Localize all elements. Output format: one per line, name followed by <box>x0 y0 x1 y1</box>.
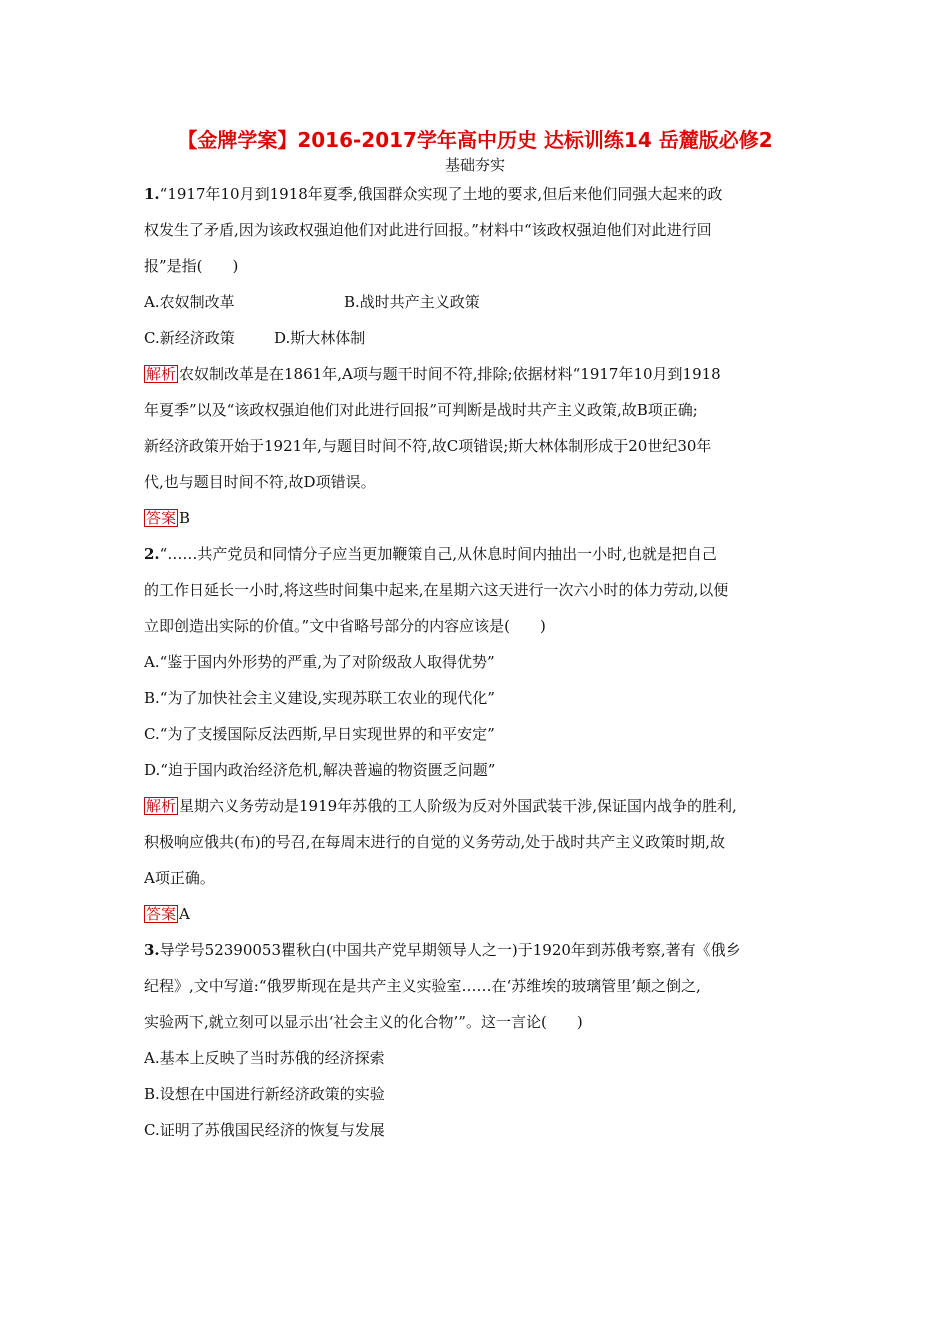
question-1-stem-line: 权发生了矛盾,因为该政权强迫他们对此进行回报。”材料中“该政权强迫他们对此进行回 <box>144 221 712 239</box>
analysis-line <box>144 356 814 392</box>
option-a: A.基本上反映了当时苏俄的经济探索 <box>144 1049 385 1067</box>
answer-value: A <box>179 905 190 923</box>
question-text: 导学号52390053瞿秋白(中国共产党早期领导人之一)于1920年到苏俄考察,著有《俄乡 <box>159 941 741 959</box>
question-text: “1917年10月到1918年夏季,俄国群众实现了土地的要求,但后来他们同强大起来的政 <box>159 185 723 203</box>
question-3-stem-line: 实验两下,就立刻可以显示出‘社会主义的化合物’”。这一言论( ) <box>144 1013 583 1031</box>
question-2-stem-line <box>144 536 814 572</box>
analysis-line: 新经济政策开始于1921年,与题目时间不符,故C项错误;斯大林体制形成于20世纪30年 <box>144 437 712 455</box>
option-a: A.“鉴于国内外形势的严重,为了对阶级敌人取得优势” <box>144 653 495 671</box>
question-3-stem-line: 纪程》,文中写道:“俄罗斯现在是共产主义实验室……在‘苏维埃的玻璃管里’颠之倒之, <box>144 977 701 995</box>
question-1-stem-line: 报”是指( ) <box>144 257 239 275</box>
answer-tag: 答案 <box>146 905 177 923</box>
answer-line <box>144 896 814 932</box>
section-heading: 基础夯实 <box>444 156 505 174</box>
question-3-stem-line <box>144 932 814 968</box>
option-d: D.“迫于国内政治经济危机,解决普遍的物资匮乏问题” <box>144 761 496 779</box>
question-1-stem-line <box>144 176 814 212</box>
option-b: B.设想在中国进行新经济政策的实验 <box>144 1085 385 1103</box>
answer-line <box>144 500 814 536</box>
question-1-options-row <box>144 320 814 356</box>
question-number: 1. <box>144 185 160 203</box>
analysis-text: 星期六义务劳动是1919年苏俄的工人阶级为反对外国武装干涉,保证国内战争的胜利, <box>179 797 737 815</box>
analysis-text: 农奴制改革是在1861年,A项与题干时间不符,排除;依据材料“1917年10月到1918 <box>179 365 721 383</box>
question-text: “……共产党员和同情分子应当更加鞭策自己,从休息时间内抽出一小时,也就是把自己 <box>159 545 717 563</box>
option-c: C.新经济政策 <box>144 329 235 347</box>
analysis-tag: 解析 <box>146 797 177 815</box>
document-title: 【金牌学案】2016-2017学年高中历史 达标训练14 岳麓版必修2 <box>177 128 773 152</box>
option-b: B.战时共产主义政策 <box>344 293 480 311</box>
option-c: C.“为了支援国际反法西斯,早日实现世界的和平安定” <box>144 725 495 743</box>
analysis-line <box>144 788 814 824</box>
analysis-tag: 解析 <box>146 365 177 383</box>
option-b: B.“为了加快社会主义建设,实现苏联工农业的现代化” <box>144 689 495 707</box>
document-body <box>144 176 814 1148</box>
question-1-options-row <box>144 284 814 320</box>
question-2-stem-line: 立即创造出实际的价值。”文中省略号部分的内容应该是( ) <box>144 617 546 635</box>
analysis-line: 年夏季”以及“该政权强迫他们对此进行回报”可判断是战时共产主义政策,故B项正确; <box>144 401 698 419</box>
option-d: D.斯大林体制 <box>274 329 366 347</box>
question-number: 3. <box>144 941 160 959</box>
answer-value: B <box>179 509 191 527</box>
analysis-line: A项正确。 <box>144 869 215 887</box>
option-a: A.农奴制改革 <box>144 293 235 311</box>
option-c: C.证明了苏俄国民经济的恢复与发展 <box>144 1121 385 1139</box>
answer-tag: 答案 <box>146 509 177 527</box>
question-number: 2. <box>144 545 160 563</box>
analysis-line: 代,也与题目时间不符,故D项错误。 <box>144 473 376 491</box>
analysis-line: 积极响应俄共(布)的号召,在每周末进行的自觉的义务劳动,处于战时共产主义政策时期,故 <box>144 833 726 851</box>
question-2-stem-line: 的工作日延长一小时,将这些时间集中起来,在星期六这天进行一次六小时的体力劳动,以便 <box>144 581 729 599</box>
